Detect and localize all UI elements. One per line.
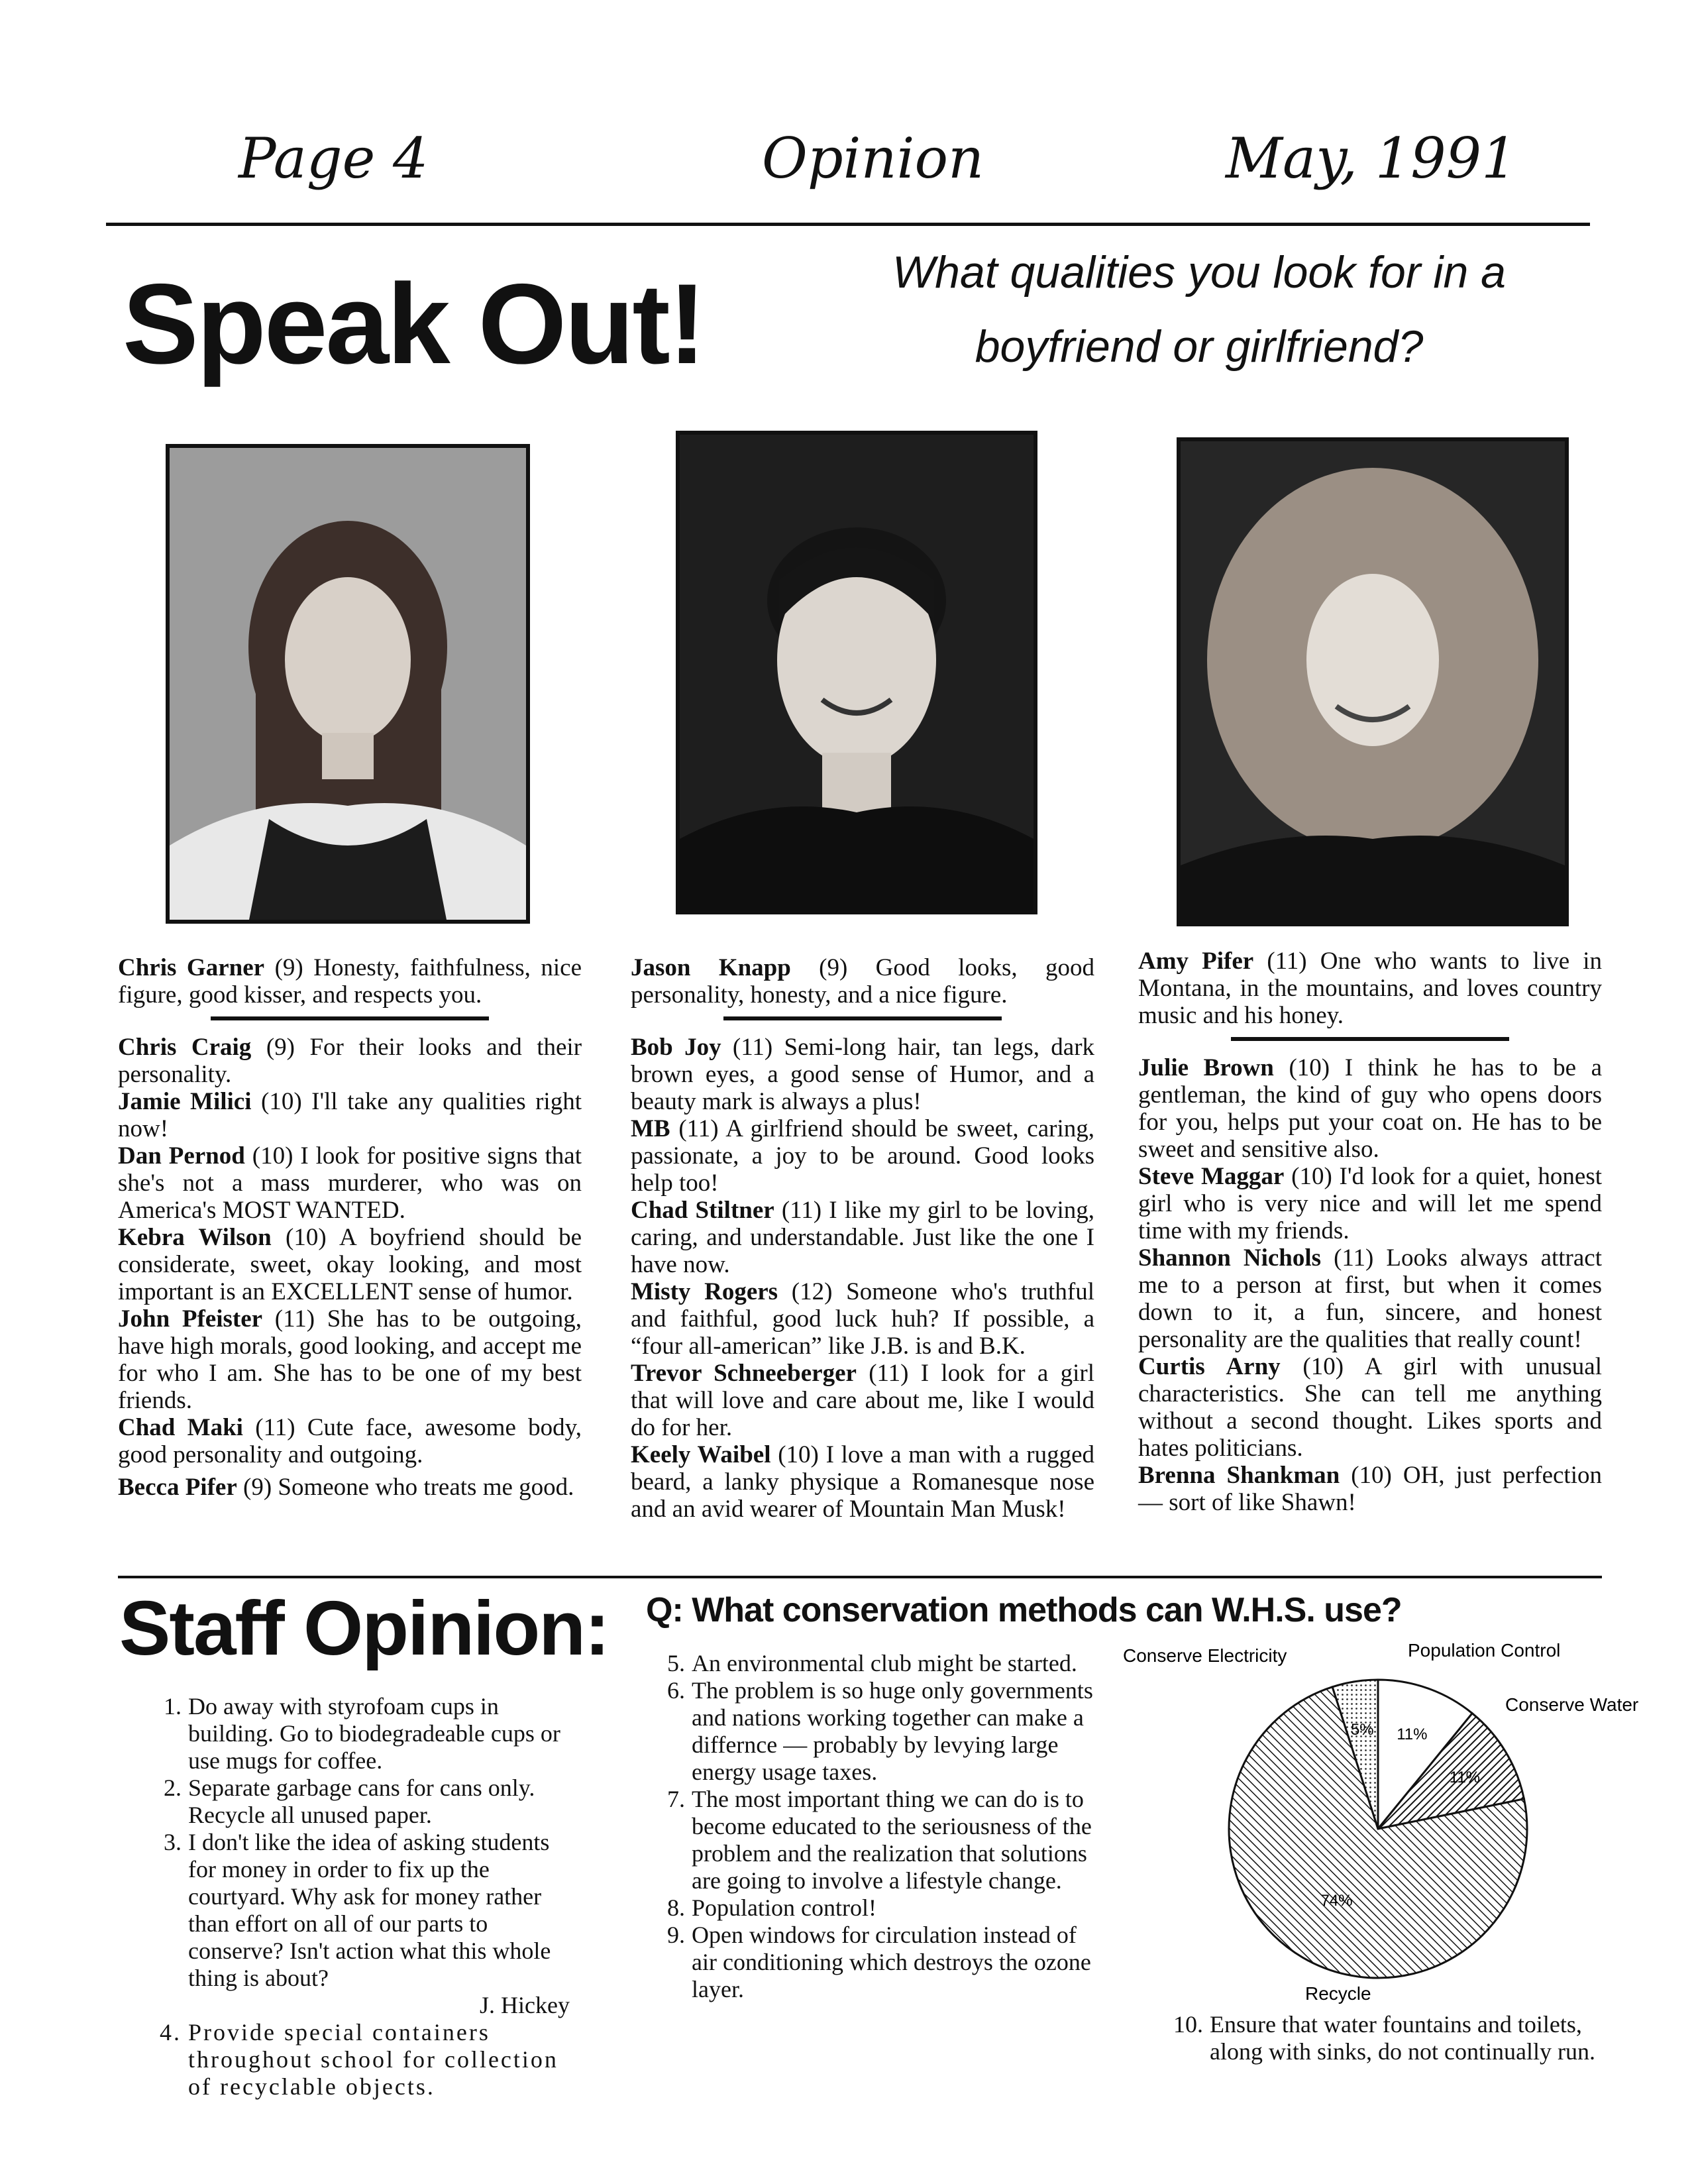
respondent-name: Keely Waibel xyxy=(631,1441,771,1468)
respondent-name: Bob Joy xyxy=(631,1034,721,1061)
item-number: 10. xyxy=(1173,2011,1203,2038)
response-entry xyxy=(1138,1054,1602,1163)
conservation-pie-chart xyxy=(1113,1637,1639,2008)
list-item xyxy=(152,1829,576,2019)
respondent-grade: (10) xyxy=(286,1224,327,1251)
portrait-photo-amy-pifer xyxy=(1177,437,1569,926)
item-text: Population control! xyxy=(692,1894,876,1921)
response-entry xyxy=(1138,1462,1602,1516)
respondent-name: Misty Rogers xyxy=(631,1278,778,1305)
respondent-name: Becca Pifer xyxy=(118,1474,237,1501)
featured-divider xyxy=(723,1016,1002,1020)
list-item xyxy=(656,1922,1093,2003)
item-number: 5. xyxy=(667,1650,685,1676)
respondent-grade: (12) xyxy=(791,1278,833,1305)
item-number: 3. xyxy=(164,1829,182,1855)
pie-value-label: 5% xyxy=(1350,1720,1374,1739)
portrait-image xyxy=(1181,441,1565,922)
list-item xyxy=(152,1774,576,1829)
response-entry xyxy=(118,1142,582,1224)
respondent-grade: (11) xyxy=(274,1305,315,1333)
response-text: Someone who treats me good. xyxy=(278,1474,574,1501)
conservation-list-left xyxy=(656,1650,1093,2003)
responses-column-2 xyxy=(631,954,1094,1523)
respondent-grade: (11) xyxy=(255,1414,295,1441)
response-text: Someone who's truthful and faithful, good luck huh? If possible, a “four all-american” like J.B. is and B.K. xyxy=(631,1278,1095,1360)
item-number: 4. xyxy=(160,2019,182,2046)
respondent-grade: (11) xyxy=(1267,948,1307,975)
respondent-name: Curtis Arny xyxy=(1138,1353,1281,1380)
respondent-grade: (11) xyxy=(732,1034,773,1061)
pie-label-conserve-electricity: Conserve Electricity xyxy=(1123,1645,1287,1666)
respondent-grade: (9) xyxy=(266,1034,295,1061)
conservation-question: Q: What conservation methods can W.H.S. use? xyxy=(646,1591,1402,1629)
respondent-grade: (11) xyxy=(1334,1244,1374,1272)
response-entry xyxy=(118,1414,582,1468)
response-entry xyxy=(631,1034,1094,1115)
respondent-grade: (9) xyxy=(819,954,848,981)
pie-label-population-control: Population Control xyxy=(1408,1640,1561,1661)
list-item xyxy=(656,1786,1093,1894)
featured-response xyxy=(1138,948,1602,1029)
featured-divider xyxy=(1231,1037,1509,1041)
respondent-name: Amy Pifer xyxy=(1138,948,1254,975)
page-title: Speak Out! xyxy=(123,260,704,388)
response-text: Looks always attract me to a person at first, but when it comes down to it, a fun, sincere, and honest personality are the qualities that really count! xyxy=(1138,1244,1603,1353)
portrait-photo-jason-knapp xyxy=(676,431,1037,914)
response-text: I love a man with a rugged beard, a lanky physique a Romanesque nose and an avid wearer of Mountain Man Musk! xyxy=(631,1441,1095,1523)
respondent-grade: (11) xyxy=(678,1115,719,1142)
response-text: A boyfriend should be considerate, sweet, okay looking, and most important is an EXCELLENT sense of humor. xyxy=(118,1224,582,1305)
response-text: Cute face, awesome body, good personality and outgoing. xyxy=(118,1414,582,1468)
respondent-grade: (10) xyxy=(261,1088,302,1115)
staff-opinion-title: Staff Opinion: xyxy=(119,1585,609,1671)
item-number: 6. xyxy=(667,1677,685,1704)
item-number: 1. xyxy=(164,1693,182,1720)
respondent-name: Jamie Milici xyxy=(118,1088,252,1115)
respondent-name: MB xyxy=(631,1115,670,1142)
respondent-grade: (10) xyxy=(778,1441,819,1468)
response-text: I look for positive signs that she's not a mass murderer, who was on America's MOST WANTED. xyxy=(118,1142,582,1224)
item-text: The most important thing we can do is to become educated to the seriousness of the problem and the realization that solutions are going to involve a lifestyle change. xyxy=(692,1786,1092,1894)
response-text: A girlfriend should be sweet, caring, passionate, a joy to be around. Good looks help too! xyxy=(631,1115,1095,1197)
response-entry xyxy=(118,1088,582,1142)
pie-value-label: 74% xyxy=(1320,1891,1353,1910)
featured-divider xyxy=(211,1016,489,1020)
header-rule xyxy=(106,223,1590,226)
pie-value-label: 11% xyxy=(1397,1725,1428,1743)
item-number: 8. xyxy=(667,1894,685,1921)
signature: J. Hickey xyxy=(480,1992,570,2018)
issue-date: May, 1991 xyxy=(1226,126,1517,191)
response-entry xyxy=(118,1305,582,1414)
portrait-image xyxy=(680,435,1034,910)
respondent-name: Chris Garner xyxy=(118,954,265,981)
responses-column-3 xyxy=(1138,948,1602,1516)
respondent-grade: (9) xyxy=(243,1474,272,1501)
list-item xyxy=(152,2019,576,2101)
portrait-image xyxy=(170,448,526,920)
item-text: Provide special containers throughout school for collection of recyclable objects. xyxy=(188,2019,558,2100)
response-text: I like my girl to be loving, caring, and understandable. Just like the one I have now. xyxy=(631,1197,1095,1278)
survey-question-line-2: boyfriend or girlfriend? xyxy=(975,321,1424,372)
item-text: Do away with styrofoam cups in building. Go to biodegradeable cups or use mugs for coffee. xyxy=(188,1693,560,1774)
pie-value-label: 11% xyxy=(1449,1768,1481,1786)
respondent-name: Jason Knapp xyxy=(631,954,791,981)
response-entry xyxy=(631,1197,1094,1278)
response-entry xyxy=(118,1474,582,1501)
response-text: For their looks and their personality. xyxy=(118,1034,582,1088)
featured-response xyxy=(631,954,1094,1009)
response-text: A girl with unusual characteristics. She can tell me anything without a second thought. Likes sports and hates politicians. xyxy=(1138,1353,1602,1462)
item-number: 2. xyxy=(164,1774,182,1801)
response-entry xyxy=(631,1115,1094,1197)
response-text: Good looks, good personality, honesty, and a nice figure. xyxy=(631,954,1094,1009)
respondent-name: Julie Brown xyxy=(1138,1054,1274,1081)
response-entry xyxy=(631,1278,1094,1360)
response-entry xyxy=(1138,1163,1602,1244)
response-text: Honesty, faithfulness, nice figure, good kisser, and respects you. xyxy=(118,954,582,1009)
survey-question xyxy=(822,235,1577,384)
respondent-name: Chad Stiltner xyxy=(631,1197,774,1224)
respondent-name: Kebra Wilson xyxy=(118,1224,272,1251)
featured-response xyxy=(118,954,582,1009)
respondent-name: Trevor Schneeberger xyxy=(631,1360,857,1387)
respondent-grade: (11) xyxy=(869,1360,909,1387)
respondent-name: Shannon Nichols xyxy=(1138,1244,1322,1272)
response-entry xyxy=(118,1034,582,1088)
response-entry xyxy=(631,1360,1094,1441)
page-number: Page 4 xyxy=(238,126,429,191)
respondent-name: Dan Pernod xyxy=(118,1142,245,1170)
item-text: I don't like the idea of asking students for money in order to fix up the courtyard. Why ask for money rather than effort on all of our parts to conserve? Isn't action what this whole thing is about? xyxy=(188,1829,551,1991)
response-entry xyxy=(118,1224,582,1305)
respondent-name: Chad Maki xyxy=(118,1414,243,1441)
response-text: I'll take any qualities right now! xyxy=(118,1088,582,1142)
respondent-grade: (10) xyxy=(1289,1054,1330,1081)
respondent-grade: (9) xyxy=(274,954,303,981)
item-text: The problem is so huge only governments and nations working together can make a differnce — probably by levying large energy usage taxes. xyxy=(692,1677,1093,1785)
response-text: One who wants to live in Montana, in the mountains, and loves country music and his honey. xyxy=(1138,948,1603,1029)
item-text: Separate garbage cans for cans only. Recycle all unused paper. xyxy=(188,1774,535,1828)
responses-column-1 xyxy=(118,954,582,1501)
survey-question-line-1: What qualities you look for in a xyxy=(892,247,1507,298)
respondent-name: Steve Maggar xyxy=(1138,1163,1285,1190)
item-number: 7. xyxy=(667,1786,685,1812)
portrait-photo-chris-garner xyxy=(166,444,530,924)
list-item xyxy=(656,1894,1093,1922)
response-text: I'd look for a quiet, honest girl who is very nice and will let me spend time with my friends. xyxy=(1138,1163,1603,1244)
staff-opinion-list xyxy=(152,1693,576,2101)
section-name: Opinion xyxy=(762,126,984,191)
response-text: She has to be outgoing, have high morals, good looking, and accept me for who I am. She has to be one of my best friends. xyxy=(118,1305,582,1414)
list-item xyxy=(656,1650,1093,1677)
respondent-grade: (10) xyxy=(1291,1163,1332,1190)
response-entry xyxy=(631,1441,1094,1523)
item-number: 9. xyxy=(667,1922,685,1948)
respondent-name: Brenna Shankman xyxy=(1138,1462,1340,1489)
respondent-grade: (10) xyxy=(1351,1462,1392,1489)
response-text: I look for a girl that will love and care about me, like I would do for her. xyxy=(631,1360,1095,1441)
respondent-name: Chris Craig xyxy=(118,1034,252,1061)
response-text: I think he has to be a gentleman, the kind of guy who opens doors for you, helps put your coat on. He has to be sweet and sensitive also. xyxy=(1138,1054,1603,1163)
list-item xyxy=(152,1693,576,1774)
response-entry xyxy=(1138,1244,1602,1353)
pie-label-recycle: Recycle xyxy=(1305,1983,1371,2004)
item-text: Ensure that water fountains and toilets, along with sinks, do not continually run. xyxy=(1210,2011,1595,2065)
respondent-name: John Pfeister xyxy=(118,1305,263,1333)
respondent-grade: (10) xyxy=(252,1142,293,1170)
item-text: An environmental club might be started. xyxy=(692,1650,1077,1676)
response-text: OH, just perfection — sort of like Shawn! xyxy=(1138,1462,1602,1516)
section-rule xyxy=(118,1576,1602,1578)
response-entry xyxy=(1138,1353,1602,1462)
item-text: Open windows for circulation instead of air conditioning which destroys the ozone layer. xyxy=(692,1922,1091,2002)
list-item xyxy=(656,1677,1093,1786)
conservation-list-right xyxy=(1166,2011,1603,2065)
respondent-grade: (11) xyxy=(781,1197,822,1224)
pie-label-conserve-water: Conserve Water xyxy=(1505,1694,1639,1715)
response-text: Semi-long hair, tan legs, dark brown eyes, a good sense of Humor, and a beauty mark is always a plus! xyxy=(631,1034,1095,1115)
list-item xyxy=(1166,2011,1603,2065)
respondent-grade: (10) xyxy=(1302,1353,1344,1380)
